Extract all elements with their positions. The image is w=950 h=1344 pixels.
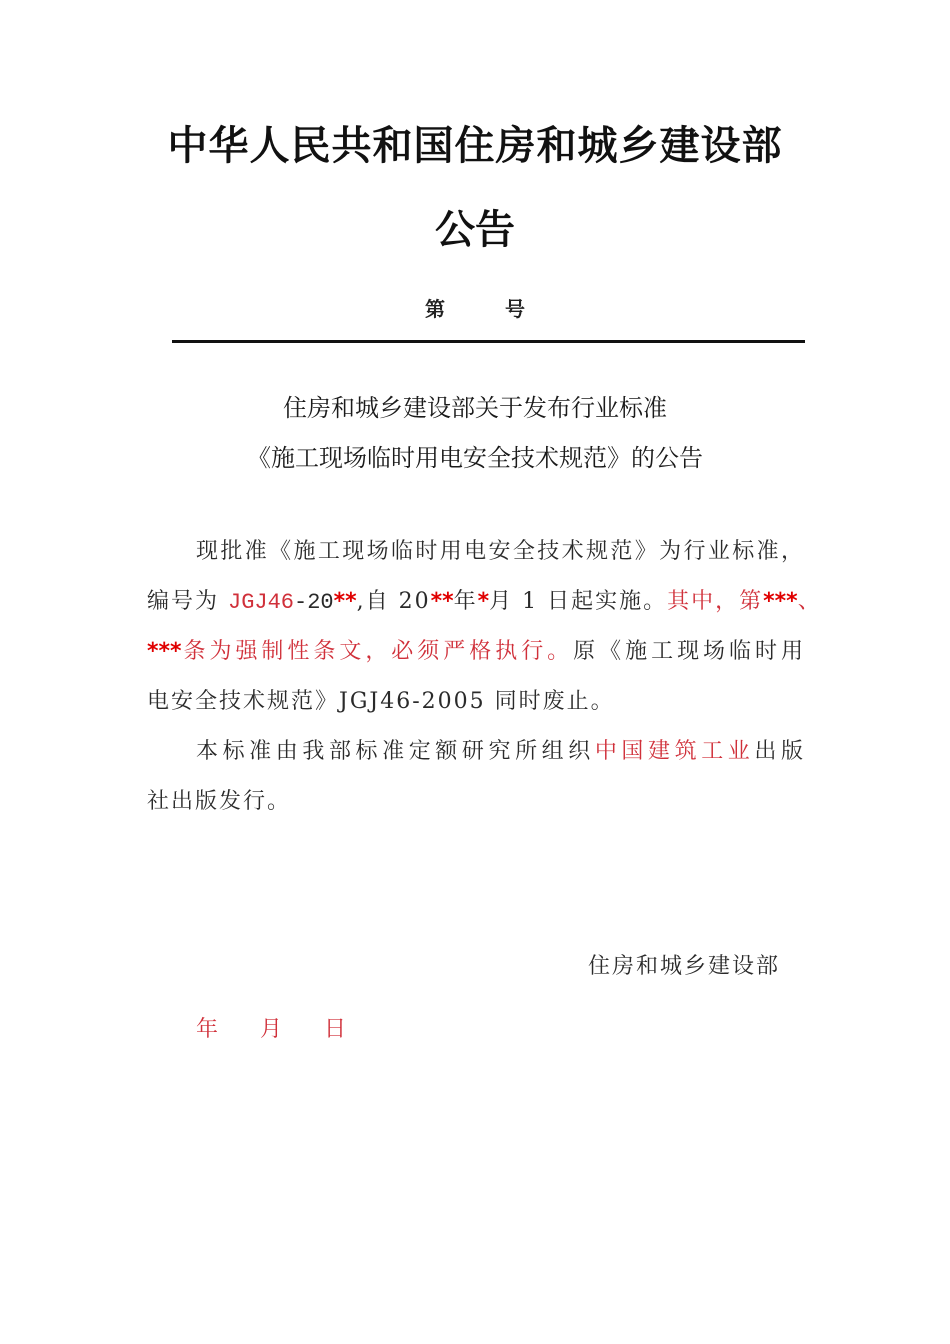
issuing-authority-title: 中华人民共和国住房和城乡建设部: [167, 122, 783, 169]
body-paragraph-1-line-4: 电安全技术规范》JGJ46-2005 同时废止。: [147, 689, 615, 714]
placeholder-asterisks: **: [333, 589, 357, 614]
placeholder-asterisks: **: [430, 589, 454, 614]
document-number-prefix: 第: [425, 297, 445, 321]
standard-code-highlight: JGJ46: [228, 590, 295, 615]
announcement-headline-line-1: 住房和城乡建设部关于发布行业标准: [283, 394, 667, 422]
publisher-highlight: 中国建筑工业: [594, 739, 755, 764]
document-number: [0, 296, 950, 322]
text-span: 月 1 日起实施。: [489, 589, 668, 614]
text-span: 编号为: [147, 589, 228, 614]
text-span: 本标准由我部标准定额研究所组织: [196, 739, 595, 764]
body-paragraph-2-line-2: 社出版发行。: [147, 789, 292, 814]
announcement-headline-line-2: 《施工现场临时用电安全技术规范》的公告: [247, 444, 703, 472]
mandatory-clause-highlight: 其中，第: [667, 589, 764, 614]
body-paragraph-1-line-1: 现批准《施工现场临时用电安全技术规范》为行业标准，: [196, 539, 805, 564]
mandatory-clause-highlight: 、: [797, 589, 822, 614]
body-paragraph-1-line-2: [147, 587, 822, 617]
body-paragraph-1-line-3: [147, 637, 805, 667]
mandatory-clause-highlight: 条为强制性条文，必须严格执行。: [181, 639, 574, 664]
text-span: 原《施工现场临时用: [573, 639, 805, 664]
text-span: -20: [294, 590, 334, 615]
body-paragraph-2-line-1: [196, 737, 805, 767]
header-divider-rule: [172, 340, 805, 343]
document-type-title: 公告: [435, 206, 515, 253]
date-year: 年: [196, 1017, 219, 1042]
date-month: 月: [260, 1017, 283, 1042]
signature-authority: 住房和城乡建设部: [588, 954, 781, 979]
document-number-suffix: 号: [505, 297, 525, 321]
placeholder-asterisks: ***: [147, 639, 182, 664]
text-span: ,自 20: [356, 589, 431, 614]
placeholder-asterisks: ***: [763, 589, 798, 614]
text-span: 年: [453, 589, 478, 614]
placeholder-asterisks: *: [477, 589, 490, 614]
text-span: 出版: [754, 739, 805, 764]
issue-date: [196, 1015, 346, 1045]
date-day: 日: [324, 1017, 347, 1042]
